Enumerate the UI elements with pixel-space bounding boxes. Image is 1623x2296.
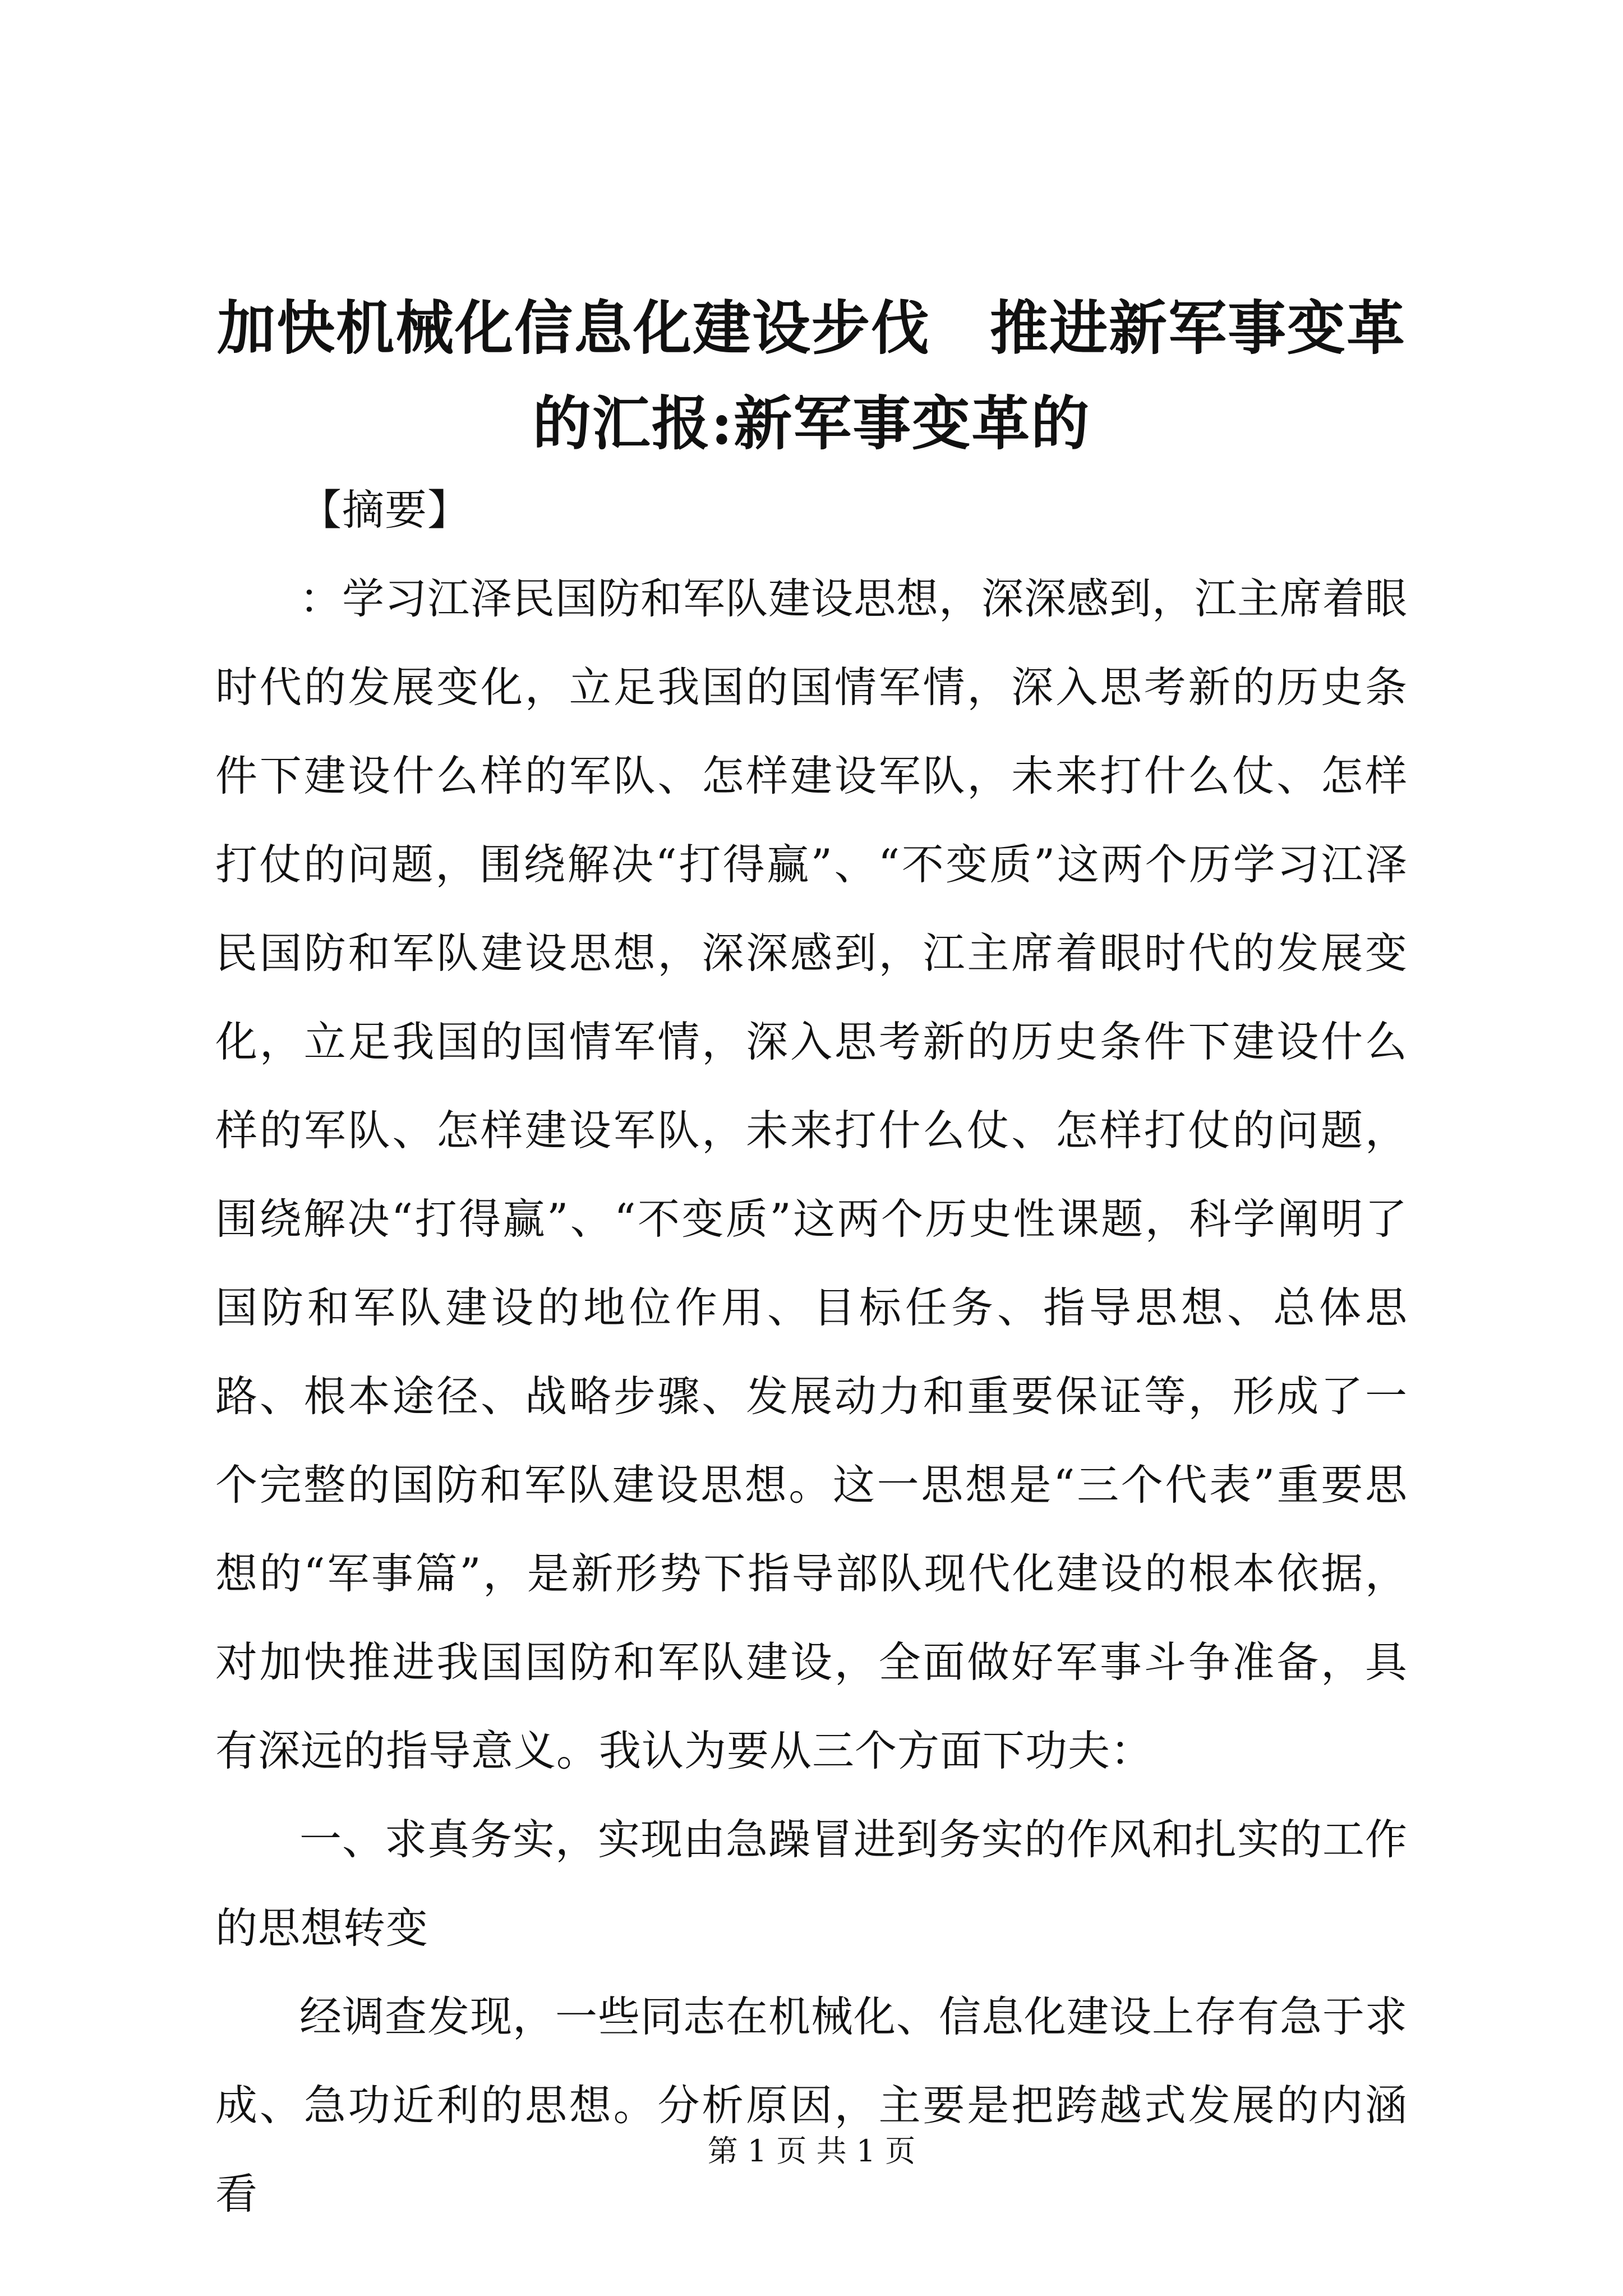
abstract-label: 【摘要】 [299, 485, 471, 535]
page-footer: 第 1 页 共 1 页 [707, 2133, 916, 2169]
document-title [185, 280, 1438, 471]
abstract-paragraph: ：学习江泽民国防和军队建设思想，深深感到，江主席着眼时代的发展变化，立足我国的国情军情，深入思考新的历史条件下建设什么样的军队、怎样建设军队，未来打什么仗、怎样打仗的问题，围绕解决“打得赢”、“不变质”这两个历学习江泽民国防和军队建设思想，深深感到，江主席着眼时代的发展变化，立足我国的国情军情，深入思考新的历史条件下建设什么样的军队、怎样建设军队，未来打什么仗、怎样打仗的问题，围绕解决“打得赢”、“不变质”这两个历史性课题，科学阐明了国防和军队建设的地位作用、目标任务、指导思想、总体思路、根本途径、战略步骤、发展动力和重要保证等，形成了一个完整的国防和军队建设思想。这一思想是“三个代表”重要思想的“军事篇”，是新形势下指导部队现代化建设的根本依据，对加快推进我国国防和军队建设，全面做好军事斗争准备，具有深远的指导意义。我认为要从三个方面下功夫： [215, 574, 1408, 1775]
title-line-2: 的汇报:新军事变革的 [532, 389, 1091, 458]
body-paragraph: 经调查发现，一些同志在机械化、信息化建设上存有急于求成、急功近利的思想。分析原因，主要是把跨越式发展的内涵看 [215, 1992, 1408, 2219]
section-heading: 一、求真务实，实现由急躁冒进到务实的作风和扎实的工作的思想转变 [215, 1815, 1408, 1953]
title-line-1: 加快机械化信息化建设步伐 推进新军事变革 [216, 293, 1406, 362]
document-body [215, 466, 1408, 2238]
